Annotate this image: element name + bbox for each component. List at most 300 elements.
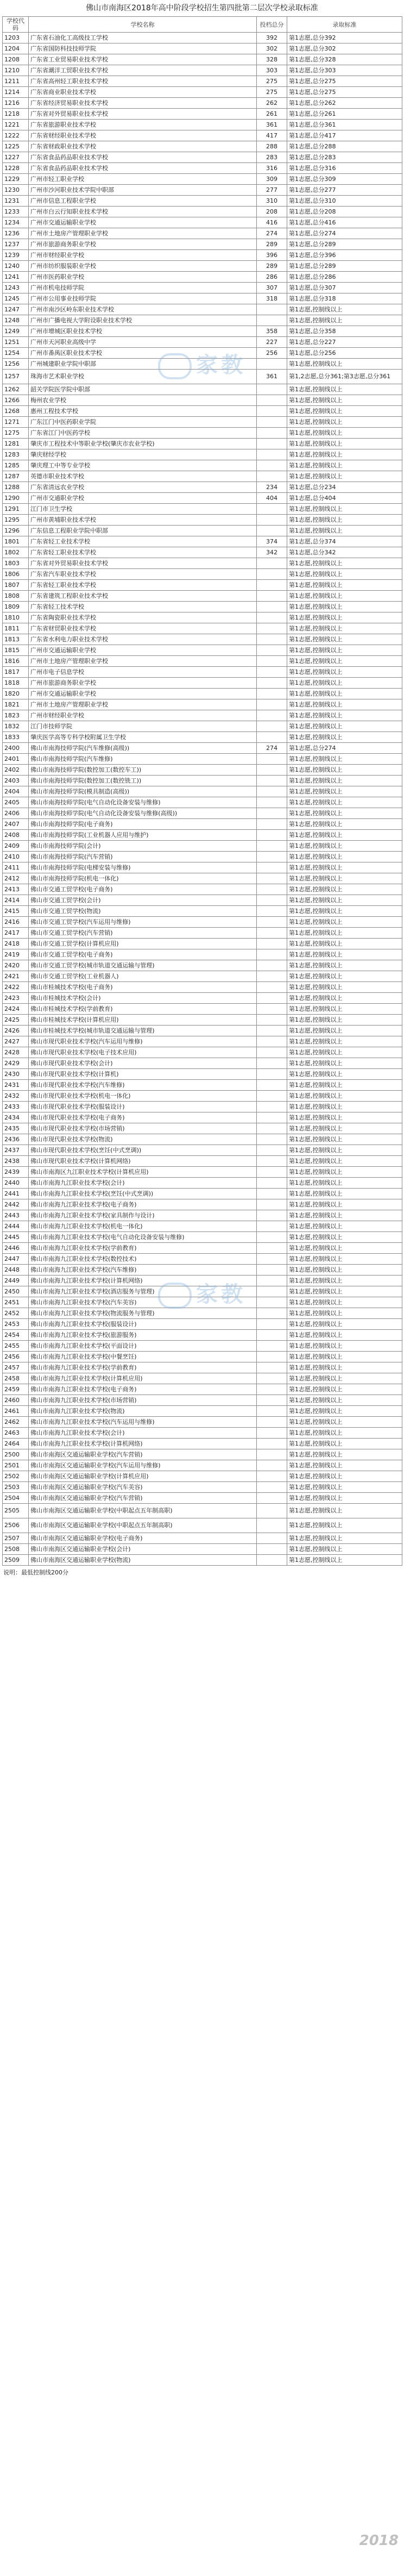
table-row: [3, 152, 402, 163]
table-row: [3, 428, 402, 439]
school-name-cell: 佛山市南海九江职业技术学校(机电一体化): [29, 1221, 257, 1232]
school-code-cell: 2506: [3, 1518, 29, 1533]
total-score-cell: [257, 667, 287, 678]
total-score-cell: 309: [257, 174, 287, 185]
school-name-cell: 佛山市现代职业技术学校(计算机网络): [29, 1156, 257, 1167]
admission-standard-cell: 第1志愿,控制线以上: [287, 819, 402, 830]
total-score-cell: [257, 602, 287, 612]
school-name-cell: 佛山市南海九江职业技术学校(服装设计): [29, 1319, 257, 1330]
total-score-cell: [257, 471, 287, 482]
school-name-cell: 佛山市现代职业技术学校(物流): [29, 1134, 257, 1145]
admission-standard-cell: 第1志愿,控制线以上: [287, 906, 402, 917]
table-row: [3, 993, 402, 1004]
admission-standard-cell: 第1志愿,控制线以上: [287, 1533, 402, 1544]
total-score-cell: [257, 1265, 287, 1276]
total-score-cell: [257, 797, 287, 808]
school-name-cell: 佛山市南海九江职业技术学校(酒店服务与管理): [29, 1286, 257, 1297]
school-name-cell: 广东省国防科技技师学院: [29, 43, 257, 54]
table-row: [3, 76, 402, 87]
school-name-cell: 广州市交通运输职业学校: [29, 217, 257, 228]
school-code-cell: 1266: [3, 395, 29, 406]
table-row: [3, 1384, 402, 1395]
school-code-cell: 2404: [3, 786, 29, 797]
table-row: [3, 460, 402, 471]
school-code-cell: 2428: [3, 1047, 29, 1058]
table-row: [3, 939, 402, 949]
school-code-cell: 1216: [3, 98, 29, 109]
admission-standard-cell: 第1志愿,控制线以上: [287, 754, 402, 765]
table-row: [3, 1417, 402, 1428]
admission-standard-cell: 第1志愿,控制线以上: [287, 1047, 402, 1058]
table-row: [3, 1544, 402, 1555]
table-row: [3, 163, 402, 174]
total-score-cell: [257, 1460, 287, 1471]
total-score-cell: 396: [257, 250, 287, 261]
admission-standard-cell: 第1志愿,控制线以上: [287, 1555, 402, 1566]
header-school-code: 学校代码: [3, 17, 29, 33]
table-row: [3, 1449, 402, 1460]
admission-standard-cell: 第1志愿,控制线以上: [287, 1384, 402, 1395]
header-admission-standard: 录取标准: [287, 17, 402, 33]
admission-standard-cell: 第1志愿,控制线以上: [287, 1471, 402, 1482]
admission-standard-cell: 第1志愿,控制线以上: [287, 895, 402, 906]
total-score-cell: [257, 304, 287, 315]
school-name-cell: 佛山市交通工贸学校(工业机器人): [29, 971, 257, 982]
total-score-cell: 361: [257, 120, 287, 130]
school-name-cell: 佛山市南海技师学院(汽车维修(高级)): [29, 743, 257, 754]
school-code-cell: 1225: [3, 141, 29, 152]
admission-standard-cell: 第1志愿,控制线以上: [287, 1221, 402, 1232]
admission-standard-cell: 第1志愿,总分303: [287, 65, 402, 76]
table-row: [3, 315, 402, 326]
admission-standard-cell: 第1志愿,控制线以上: [287, 786, 402, 797]
table-row: [3, 526, 402, 536]
school-name-cell: 佛山市现代职业技术学校(汽车维修): [29, 1080, 257, 1091]
school-code-cell: 2509: [3, 1555, 29, 1566]
school-name-cell: 佛山市南海九江职业技术学校(电气自动化设备安装与维修): [29, 1232, 257, 1243]
total-score-cell: [257, 873, 287, 884]
total-score-cell: [257, 1210, 287, 1221]
school-name-cell: 广东省经济贸易职业技术学校: [29, 98, 257, 109]
table-row: [3, 776, 402, 786]
school-name-cell: 广东江门中医药职业学院: [29, 417, 257, 428]
school-name-cell: 佛山市现代职业技术学校(机电一体化): [29, 1091, 257, 1102]
admission-standard-cell: 第1志愿,总分361: [287, 120, 402, 130]
school-name-cell: 佛山市南海技师学院(数控加工(数控车工)): [29, 765, 257, 776]
table-row: [3, 272, 402, 283]
school-code-cell: 2503: [3, 1482, 29, 1493]
total-score-cell: [257, 1199, 287, 1210]
admission-standard-cell: 第1志愿,总分417: [287, 130, 402, 141]
school-code-cell: 1821: [3, 699, 29, 710]
total-score-cell: [257, 460, 287, 471]
school-code-cell: 1296: [3, 526, 29, 536]
admission-standard-cell: 第1志愿,控制线以上: [287, 428, 402, 439]
header-school-name: 学校名称: [29, 17, 257, 33]
total-score-cell: [257, 580, 287, 591]
school-name-cell: 广东省轻工职业技术学校: [29, 580, 257, 591]
school-name-cell: 佛山市现代职业技术学校(市场营销): [29, 1123, 257, 1134]
admission-standard-cell: 第1志愿,控制线以上: [287, 384, 402, 395]
total-score-cell: [257, 1134, 287, 1145]
table-row: [3, 1199, 402, 1210]
table-row: [3, 439, 402, 449]
watermark-brand-text: 家教: [196, 1282, 246, 1307]
admission-standard-cell: 第1志愿,控制线以上: [287, 1123, 402, 1134]
school-name-cell: 广东省食品药品职业技术学校: [29, 163, 257, 174]
school-name-cell: 佛山市南海九江职业技术学校(学前教育): [29, 1362, 257, 1373]
school-name-cell: 广东省潮洋工贸职业技术学校: [29, 65, 257, 76]
school-code-cell: 2433: [3, 1102, 29, 1112]
total-score-cell: [257, 776, 287, 786]
admission-standard-cell: 第1志愿,控制线以上: [287, 678, 402, 689]
table-row: [3, 359, 402, 370]
admission-standard-cell: 第1志愿,控制线以上: [287, 612, 402, 623]
table-row: [3, 1493, 402, 1504]
admission-standard-cell: 第1志愿,控制线以上: [287, 1297, 402, 1308]
school-name-cell: 佛山市南海九江职业技术学校(电子商务): [29, 1384, 257, 1395]
total-score-cell: [257, 1504, 287, 1518]
total-score-cell: [257, 1004, 287, 1015]
table-row: [3, 471, 402, 482]
total-score-cell: 289: [257, 261, 287, 272]
table-row: [3, 612, 402, 623]
total-score-cell: [257, 906, 287, 917]
total-score-cell: 318: [257, 293, 287, 304]
school-code-cell: 2463: [3, 1428, 29, 1439]
total-score-cell: 392: [257, 33, 287, 43]
school-code-cell: 2459: [3, 1384, 29, 1395]
admission-standard-cell: 第1志愿,控制线以上: [287, 315, 402, 326]
total-score-cell: [257, 949, 287, 960]
school-name-cell: 广东省陶瓷职业技术学校: [29, 612, 257, 623]
admission-standard-cell: 第1志愿,总分396: [287, 250, 402, 261]
total-score-cell: [257, 1471, 287, 1482]
school-name-cell: 佛山市交通工贸学校(物流): [29, 906, 257, 917]
admission-standard-cell: 第1志愿,控制线以上: [287, 928, 402, 939]
school-name-cell: 广州市黄埔职业技术学校: [29, 515, 257, 526]
table-row: [3, 130, 402, 141]
admission-standard-cell: 第1志愿,控制线以上: [287, 1232, 402, 1243]
school-name-cell: 肇庆财经学校: [29, 449, 257, 460]
admission-standard-cell: 第1志愿,控制线以上: [287, 1417, 402, 1428]
school-code-cell: 2454: [3, 1330, 29, 1341]
school-name-cell: 广州市白云行知职业技术学校: [29, 207, 257, 217]
school-name-cell: 江门市卫生学校: [29, 504, 257, 515]
table-row: [3, 283, 402, 293]
school-name-cell: 佛山市桂城技术学校(城市轨道交通运输与管理): [29, 1026, 257, 1036]
school-name-cell: 佛山市南海九江职业技术学校(旅游服务): [29, 1330, 257, 1341]
total-score-cell: 275: [257, 87, 287, 98]
school-code-cell: 1254: [3, 348, 29, 359]
total-score-cell: [257, 1243, 287, 1254]
school-code-cell: 2408: [3, 830, 29, 841]
school-code-cell: 1803: [3, 558, 29, 569]
school-name-cell: 佛山市南海区九江职业技术学校(计算机应用): [29, 1167, 257, 1178]
admission-standard-cell: 第1志愿,控制线以上: [287, 939, 402, 949]
total-score-cell: 256: [257, 348, 287, 359]
school-code-cell: 1262: [3, 384, 29, 395]
school-code-cell: 1801: [3, 536, 29, 547]
total-score-cell: 277: [257, 185, 287, 196]
school-code-cell: 2400: [3, 743, 29, 754]
admission-standard-cell: 第1志愿,控制线以上: [287, 1004, 402, 1015]
page-title: 佛山市南海区2018年高中阶段学校招生第四批第二层次学校录取标准: [86, 4, 318, 12]
table-row: [3, 1232, 402, 1243]
school-code-cell: 2507: [3, 1533, 29, 1544]
total-score-cell: 374: [257, 536, 287, 547]
admission-standard-cell: 第1志愿,控制线以上: [287, 1319, 402, 1330]
total-score-cell: [257, 841, 287, 852]
school-code-cell: 2434: [3, 1112, 29, 1123]
total-score-cell: 417: [257, 130, 287, 141]
table-row: [3, 87, 402, 98]
admission-standard-cell: 第1志愿,控制线以上: [287, 1406, 402, 1417]
table-row: [3, 1460, 402, 1471]
admission-standard-cell: 第1志愿,控制线以上: [287, 439, 402, 449]
admission-standard-cell: 第1志愿,控制线以上: [287, 732, 402, 743]
table-body: [3, 33, 402, 1566]
admission-standard-cell: 第1志愿,控制线以上: [287, 776, 402, 786]
admission-standard-cell: 第1志愿,控制线以上: [287, 558, 402, 569]
school-code-cell: 2437: [3, 1145, 29, 1156]
admission-standard-cell: 第1志愿,控制线以上: [287, 580, 402, 591]
total-score-cell: [257, 656, 287, 667]
school-name-cell: 佛山市交通工贸学校(汽车运用与维修): [29, 917, 257, 928]
total-score-cell: [257, 428, 287, 439]
admission-standard-cell: 第1志愿,总分275: [287, 87, 402, 98]
school-name-cell: 佛山市南海区交通运输职业学校(电子商务): [29, 1533, 257, 1544]
admission-standard-cell: 第1志愿,控制线以上: [287, 1015, 402, 1026]
school-code-cell: 1285: [3, 460, 29, 471]
watermark-brand-text: 家教: [196, 353, 246, 378]
school-name-cell: 广州城建职业学院中职部: [29, 359, 257, 370]
admission-standard-cell: 第1志愿,控制线以上: [287, 1308, 402, 1319]
admission-standard-cell: 第1志愿,控制线以上: [287, 1134, 402, 1145]
total-score-cell: [257, 721, 287, 732]
school-name-cell: 佛山市南海九江职业技术学校(中餐烹饪): [29, 1352, 257, 1362]
school-name-cell: 佛山市南海技师学院(模具制造(高级)): [29, 786, 257, 797]
school-name-cell: 佛山市南海技师学院(数控加工(数控铣工)): [29, 776, 257, 786]
total-score-cell: [257, 1373, 287, 1384]
total-score-cell: [257, 634, 287, 645]
school-code-cell: 1817: [3, 667, 29, 678]
school-code-cell: 2435: [3, 1123, 29, 1134]
admission-standard-cell: 第1志愿,控制线以上: [287, 1199, 402, 1210]
school-code-cell: 1222: [3, 130, 29, 141]
school-code-cell: 1229: [3, 174, 29, 185]
school-code-cell: 2419: [3, 949, 29, 960]
school-name-cell: 佛山市现代职业技术学校(计算机): [29, 1069, 257, 1080]
table-row: [3, 1189, 402, 1199]
total-score-cell: 307: [257, 283, 287, 293]
school-code-cell: 2449: [3, 1276, 29, 1286]
school-name-cell: 佛山市现代职业技术学校(电子技术应用): [29, 1047, 257, 1058]
table-row: [3, 326, 402, 337]
admission-standard-cell: 第1志愿,控制线以上: [287, 1156, 402, 1167]
admission-standard-cell: 第1志愿,总分316: [287, 163, 402, 174]
admission-standard-cell: 第1志愿,控制线以上: [287, 406, 402, 417]
table-row: [3, 54, 402, 65]
school-name-cell: 佛山市南海技师学院(汽车营销): [29, 852, 257, 862]
school-name-cell: 广东省石油化工高级技工学校: [29, 33, 257, 43]
school-name-cell: 广东省财政职业技术学校: [29, 141, 257, 152]
table-row: [3, 699, 402, 710]
table-row: [3, 33, 402, 43]
table-row: [3, 732, 402, 743]
school-code-cell: 1815: [3, 645, 29, 656]
school-name-cell: 佛山市南海九江职业技术学校(计算机网络): [29, 1276, 257, 1286]
school-code-cell: 1813: [3, 634, 29, 645]
admission-standard-cell: 第1志愿,控制线以上: [287, 1460, 402, 1471]
total-score-cell: 234: [257, 482, 287, 493]
school-code-cell: 2411: [3, 862, 29, 873]
total-score-cell: [257, 852, 287, 862]
total-score-cell: [257, 1254, 287, 1265]
admission-standard-cell: 第1志愿,控制线以上: [287, 1058, 402, 1069]
table-row: [3, 862, 402, 873]
school-name-cell: 佛山市现代职业技术学校(烹饪(中式烹调)): [29, 1145, 257, 1156]
total-score-cell: [257, 1341, 287, 1352]
school-name-cell: 珠海市艺术职业学校: [29, 370, 257, 384]
school-name-cell: 佛山市现代职业技术学校(服装设计): [29, 1102, 257, 1112]
admission-standard-cell: 第1志愿,控制线以上: [287, 1362, 402, 1373]
school-code-cell: 2431: [3, 1080, 29, 1091]
school-name-cell: 广东省清远农业学校: [29, 482, 257, 493]
table-row: [3, 228, 402, 239]
table-row: [3, 348, 402, 359]
admission-standard-cell: 第1志愿,总分358: [287, 326, 402, 337]
admission-standard-cell: 第1志愿,控制线以上: [287, 1449, 402, 1460]
total-score-cell: [257, 1482, 287, 1493]
total-score-cell: 404: [257, 493, 287, 504]
total-score-cell: [257, 1518, 287, 1533]
total-score-cell: [257, 359, 287, 370]
table-row: [3, 1308, 402, 1319]
admission-standard-cell: 第1志愿,控制线以上: [287, 1210, 402, 1221]
table-row: [3, 982, 402, 993]
admission-standard-cell: 第1志愿,控制线以上: [287, 1276, 402, 1286]
admission-standard-cell: 第1志愿,控制线以上: [287, 1373, 402, 1384]
table-row: [3, 1276, 402, 1286]
table-row: [3, 1210, 402, 1221]
table-row: [3, 1091, 402, 1102]
table-row: [3, 1047, 402, 1058]
table-row: [3, 185, 402, 196]
admission-standard-cell: 第1志愿,总分262: [287, 98, 402, 109]
school-code-cell: 2417: [3, 928, 29, 939]
total-score-cell: [257, 1493, 287, 1504]
total-score-cell: 227: [257, 337, 287, 348]
school-name-cell: 佛山市南海技师学院(会计): [29, 841, 257, 852]
table-row: [3, 1319, 402, 1330]
school-name-cell: 佛山市桂城技术学校(计算机应用): [29, 1015, 257, 1026]
school-name-cell: 佛山市南海九江职业技术学校(计算机应用): [29, 1373, 257, 1384]
total-score-cell: [257, 960, 287, 971]
school-name-cell: 广东省轻工业技术学校: [29, 536, 257, 547]
total-score-cell: [257, 1178, 287, 1189]
table-row: [3, 656, 402, 667]
school-code-cell: 1228: [3, 163, 29, 174]
admission-standard-cell: 第1志愿,控制线以上: [287, 359, 402, 370]
school-name-cell: 佛山市南海九江职业技术学校(烹饪(中式烹调)): [29, 1189, 257, 1199]
school-name-cell: 广东省财经职业技术学校: [29, 130, 257, 141]
table-row: [3, 417, 402, 428]
admission-standard-cell: 第1志愿,控制线以上: [287, 1286, 402, 1297]
admission-standard-cell: 第1志愿,控制线以上: [287, 982, 402, 993]
admission-standard-cell: 第1志愿,控制线以上: [287, 993, 402, 1004]
total-score-cell: [257, 754, 287, 765]
school-code-cell: 1204: [3, 43, 29, 54]
table-row: [3, 1352, 402, 1362]
table-row: [3, 786, 402, 797]
table-row: [3, 580, 402, 591]
table-row: [3, 1221, 402, 1232]
school-code-cell: 2438: [3, 1156, 29, 1167]
school-code-cell: 2456: [3, 1352, 29, 1362]
table-row: [3, 217, 402, 228]
admission-standard-cell: 第1志愿,控制线以上: [287, 634, 402, 645]
school-code-cell: 2444: [3, 1221, 29, 1232]
admission-standard-cell: 第1,2志愿,总分361;第3志愿,总分361: [287, 370, 402, 384]
total-score-cell: [257, 1330, 287, 1341]
school-code-cell: 2402: [3, 765, 29, 776]
school-code-cell: 2505: [3, 1504, 29, 1518]
total-score-cell: [257, 1167, 287, 1178]
admission-standard-cell: 第1志愿,控制线以上: [287, 1341, 402, 1352]
school-code-cell: 1806: [3, 569, 29, 580]
total-score-cell: [257, 623, 287, 634]
school-name-cell: 佛山市南海九江职业技术学校(汽车维修): [29, 1265, 257, 1276]
school-code-cell: 2447: [3, 1254, 29, 1265]
school-code-cell: 2457: [3, 1362, 29, 1373]
school-code-cell: 1241: [3, 272, 29, 283]
table-row: [3, 515, 402, 526]
total-score-cell: [257, 917, 287, 928]
school-code-cell: 2453: [3, 1319, 29, 1330]
school-name-cell: 肇庆市工程技术中等职业学校(肇庆市农业学校): [29, 439, 257, 449]
school-name-cell: 广州市土地房产管理职业学校: [29, 699, 257, 710]
table-row: [3, 1330, 402, 1341]
total-score-cell: [257, 315, 287, 326]
admission-standard-cell: 第1志愿,控制线以上: [287, 1439, 402, 1449]
school-code-cell: 2450: [3, 1286, 29, 1297]
school-name-cell: 佛山市交通工贸学校(会计): [29, 895, 257, 906]
school-name-cell: 佛山市现代职业技术学校(电子商务): [29, 1112, 257, 1123]
total-score-cell: 416: [257, 217, 287, 228]
school-name-cell: 广州市轻工职业学校: [29, 174, 257, 185]
school-name-cell: 广东省江门中医药学校: [29, 428, 257, 439]
table-row: [3, 370, 402, 384]
school-name-cell: 广东省商业职业技术学校: [29, 87, 257, 98]
table-row: [3, 141, 402, 152]
total-score-cell: [257, 1449, 287, 1460]
school-name-cell: 佛山市南海区交通运输职业学校(中职起点五年制高职): [29, 1518, 257, 1533]
school-name-cell: 广州市南沙区岭东职业技术学校: [29, 304, 257, 315]
total-score-cell: [257, 1352, 287, 1362]
admission-standard-cell: 第1志愿,控制线以上: [287, 591, 402, 602]
school-name-cell: 佛山市南海区交通运输职业学校(计算机应用): [29, 1471, 257, 1482]
admission-standard-cell: 第1志愿,总分274: [287, 743, 402, 754]
table-row: [3, 1036, 402, 1047]
school-code-cell: 2422: [3, 982, 29, 993]
table-row: [3, 1004, 402, 1015]
school-code-cell: 2407: [3, 819, 29, 830]
school-name-cell: 佛山市南海九江职业技术学校(会计): [29, 1428, 257, 1439]
table-row: [3, 895, 402, 906]
total-score-cell: [257, 1058, 287, 1069]
school-code-cell: 1211: [3, 76, 29, 87]
